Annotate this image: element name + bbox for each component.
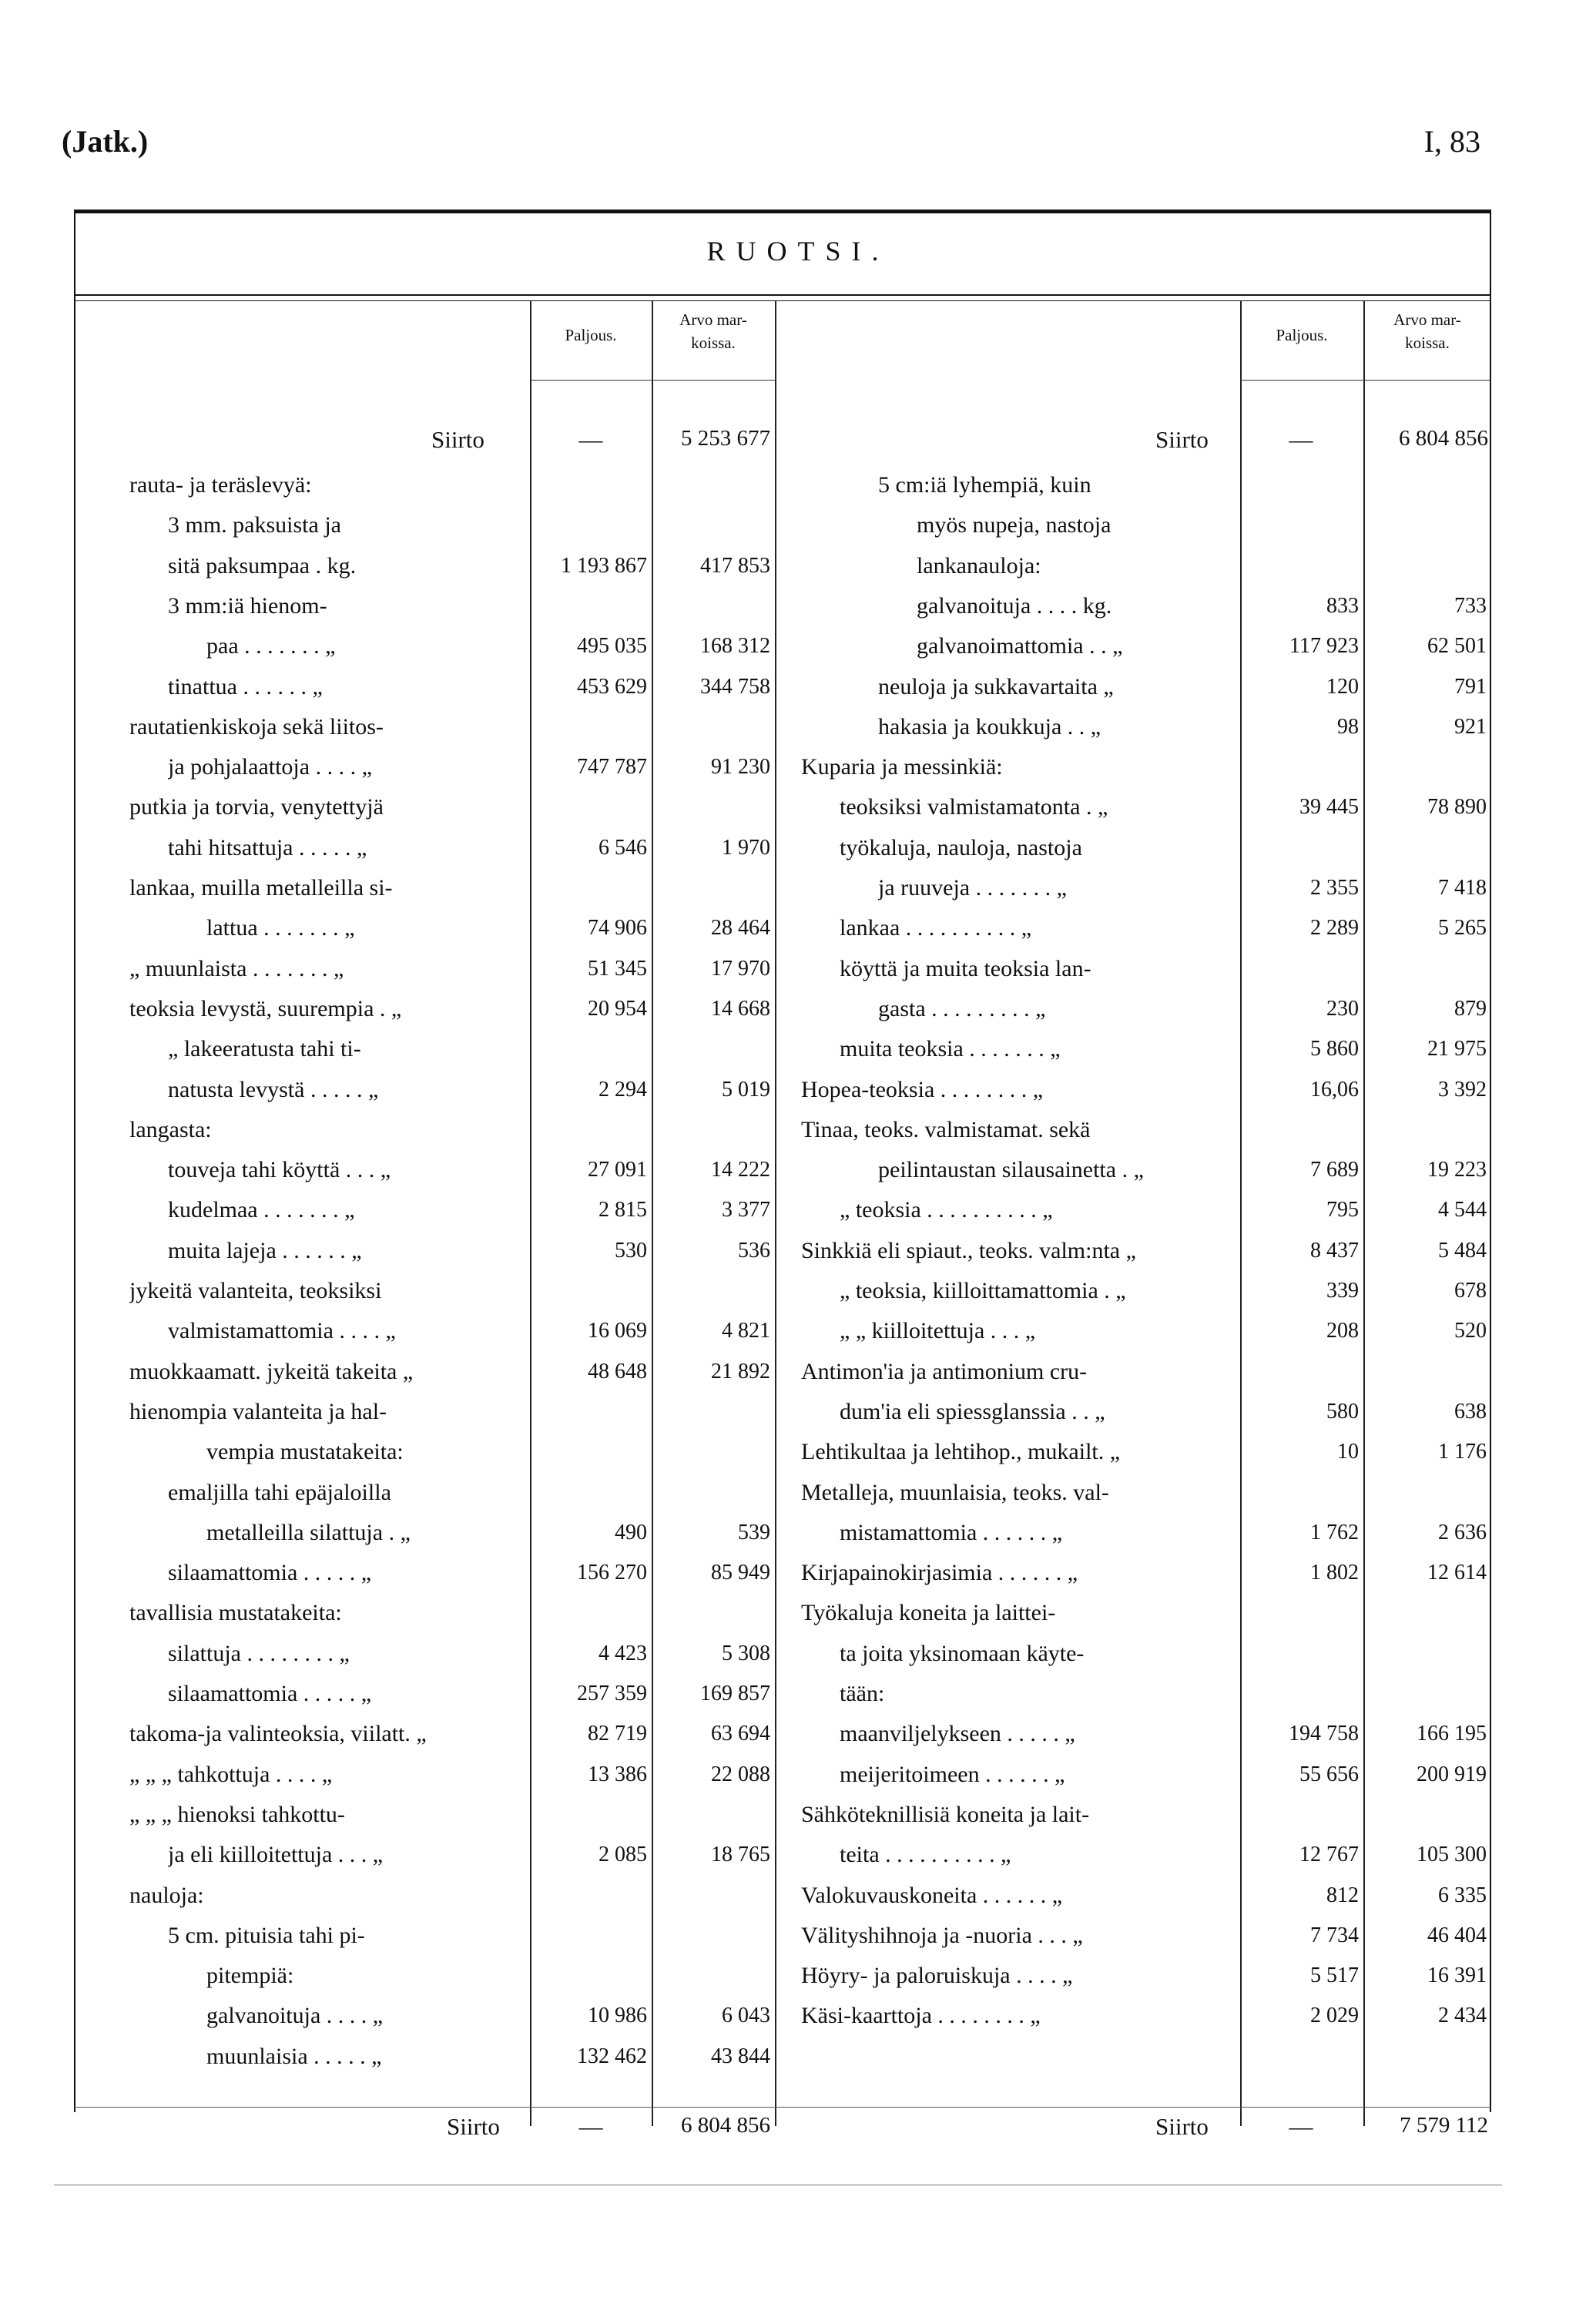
carry-forward-value: 6 804 856 <box>681 2113 770 2138</box>
row-label: lankaa . . . . . . . . . . „ <box>840 915 1032 941</box>
row-quantity: 2 294 <box>598 1078 647 1102</box>
row-label: hakasia ja koukkuja . . „ <box>878 714 1101 739</box>
row-value: 18 765 <box>711 1843 770 1866</box>
row-value: 4 544 <box>1438 1198 1487 1222</box>
row-label: muunlaisia . . . . . „ <box>206 2044 382 2069</box>
row-label: langasta: <box>129 1117 212 1142</box>
row-quantity: 530 <box>615 1239 647 1263</box>
row-label: 3 mm:iä hienom- <box>168 593 327 619</box>
row-quantity: 7 689 <box>1310 1158 1359 1182</box>
row-quantity: 6 546 <box>598 836 647 860</box>
row-quantity: 5 860 <box>1310 1037 1359 1061</box>
page-number: I, 83 <box>1423 124 1480 159</box>
row-quantity: 10 <box>1337 1440 1359 1464</box>
row-label: Tinaa, teoks. valmistamat. sekä <box>801 1117 1091 1142</box>
row-quantity: 495 035 <box>577 634 647 658</box>
row-quantity: 16 069 <box>588 1319 647 1343</box>
title-rule-thin <box>74 300 1491 301</box>
row-label: sitä paksumpaa . kg. <box>168 553 357 579</box>
row-label: lankanauloja: <box>917 553 1041 579</box>
row-value: 4 821 <box>722 1319 770 1343</box>
row-value: 21 892 <box>711 1360 770 1383</box>
row-quantity: 490 <box>615 1521 647 1544</box>
row-label: meijeritoimeen . . . . . . „ <box>840 1762 1065 1787</box>
row-label: teoksia levystä, suurempia . „ <box>129 996 402 1021</box>
row-label: muita teoksia . . . . . . . „ <box>840 1036 1061 1061</box>
row-label: Työkaluja koneita ja laittei- <box>801 1600 1056 1625</box>
row-quantity: 39 445 <box>1299 795 1359 819</box>
row-quantity: 1 802 <box>1310 1561 1359 1585</box>
row-label: Antimon'ia ja antimonium cru- <box>801 1359 1088 1384</box>
row-label: valmistamattomia . . . . „ <box>168 1318 396 1343</box>
row-label: mistamattomia . . . . . . „ <box>840 1520 1063 1545</box>
row-label: peilintaustan silausainetta . „ <box>878 1157 1144 1182</box>
col-divider <box>775 300 776 2126</box>
row-label: emaljilla tahi epäjaloilla <box>168 1480 391 1505</box>
row-value: 22 088 <box>711 1762 770 1786</box>
row-value: 166 195 <box>1417 1722 1487 1746</box>
row-value: 1 970 <box>722 836 770 860</box>
row-quantity: 120 <box>1326 675 1359 699</box>
row-label: Kirjapainokirjasimia . . . . . . „ <box>801 1560 1078 1585</box>
row-label: natusta levystä . . . . . „ <box>168 1077 379 1102</box>
row-value: 5 484 <box>1438 1239 1487 1263</box>
row-value: 536 <box>738 1239 770 1263</box>
row-label: silaamattomia . . . . . „ <box>168 1560 372 1585</box>
row-label: Hopea-teoksia . . . . . . . . „ <box>801 1077 1044 1102</box>
row-label: työkaluja, nauloja, nastoja <box>840 835 1082 860</box>
row-quantity: 117 923 <box>1289 634 1359 658</box>
row-value: 28 464 <box>711 916 770 940</box>
row-label: muita lajeja . . . . . . „ <box>168 1238 362 1263</box>
col-header-arvo: Arvo mar- koissa. <box>1393 310 1461 352</box>
row-quantity: 812 <box>1326 1883 1359 1907</box>
row-quantity: 2 355 <box>1310 876 1359 900</box>
row-quantity: 2 289 <box>1310 916 1359 940</box>
row-value: 5 265 <box>1438 916 1487 940</box>
row-label: galvanoituja . . . . „ <box>206 2003 384 2028</box>
row-quantity: 10 986 <box>588 2004 647 2027</box>
row-label: tavallisia mustatakeita: <box>129 1600 342 1625</box>
carry-forward-quantity: — <box>578 2113 603 2140</box>
row-value: 5 019 <box>722 1078 770 1102</box>
row-label: nauloja: <box>129 1883 204 1908</box>
row-value: 344 758 <box>700 675 770 699</box>
row-value: 2 434 <box>1438 2004 1487 2027</box>
row-label: Välityshihnoja ja -nuoria . . . „ <box>801 1923 1083 1948</box>
row-value: 5 308 <box>722 1642 770 1665</box>
row-quantity: 339 <box>1326 1279 1359 1303</box>
carry-over-value: 5 253 677 <box>681 426 770 451</box>
row-quantity: 98 <box>1337 715 1359 739</box>
row-label: rauta- ja teräslevyä: <box>129 472 312 498</box>
row-label: ja pohjalaattoja . . . . „ <box>168 754 372 780</box>
page-header-left: (Jatk.) <box>62 124 149 159</box>
row-value: 6 335 <box>1438 1883 1487 1907</box>
row-quantity: 1 762 <box>1310 1521 1359 1544</box>
row-label: myös nupeja, nastoja <box>917 512 1112 538</box>
row-label: Sähköteknillisiä koneita ja lait- <box>801 1802 1090 1827</box>
row-quantity: 13 386 <box>588 1762 647 1786</box>
row-value: 3 392 <box>1438 1078 1487 1102</box>
carry-over-value: 6 804 856 <box>1399 426 1488 451</box>
row-value: 168 312 <box>700 634 770 658</box>
row-quantity: 51 345 <box>588 957 647 981</box>
row-label: Sinkkiä eli spiaut., teoks. valm:nta „ <box>801 1238 1136 1263</box>
row-quantity: 194 758 <box>1289 1722 1359 1746</box>
table-title: RUOTSI. <box>706 236 890 267</box>
row-value: 200 919 <box>1417 1762 1487 1786</box>
row-quantity: 156 270 <box>577 1561 647 1585</box>
row-quantity: 12 767 <box>1299 1843 1359 1866</box>
row-label: 5 cm. pituisia tahi pi- <box>168 1923 365 1948</box>
row-label: „ teoksia, kiilloittamattomia . „ <box>840 1278 1126 1303</box>
carry-over-label: Siirto <box>1155 426 1209 453</box>
row-label: touveja tahi köyttä . . . „ <box>168 1157 391 1182</box>
row-quantity: 5 517 <box>1310 1964 1359 1987</box>
row-value: 14 668 <box>711 997 770 1021</box>
row-value: 85 949 <box>711 1561 770 1585</box>
row-label: pitempiä: <box>206 1963 294 1988</box>
carry-over-quantity: — <box>1289 426 1313 453</box>
row-quantity: 4 423 <box>598 1642 647 1665</box>
row-value: 1 176 <box>1438 1440 1487 1464</box>
row-value: 678 <box>1454 1279 1487 1303</box>
row-value: 21 975 <box>1427 1037 1487 1061</box>
row-label: teoksiksi valmistamatonta . „ <box>840 794 1108 820</box>
row-value: 62 501 <box>1427 634 1487 658</box>
row-label: „ „ „ hienoksi tahkottu- <box>129 1802 345 1827</box>
row-label: Käsi-kaarttoja . . . . . . . . „ <box>801 2003 1041 2028</box>
row-label: hienompia valanteita ja hal- <box>129 1399 387 1424</box>
row-value: 43 844 <box>711 2044 770 2068</box>
row-label: 5 cm:iä lyhempiä, kuin <box>878 472 1091 498</box>
row-label: putkia ja torvia, venytettyjä <box>129 794 384 820</box>
col-divider <box>652 300 653 2126</box>
row-label: Valokuvauskoneita . . . . . . „ <box>801 1883 1063 1908</box>
row-label: neuloja ja sukkavartaita „ <box>878 674 1114 699</box>
row-value: 879 <box>1454 997 1487 1021</box>
carry-over-quantity: — <box>578 426 603 453</box>
row-value: 539 <box>738 1521 770 1544</box>
row-quantity: 2 085 <box>598 1843 647 1866</box>
row-label: paa . . . . . . . „ <box>206 633 336 659</box>
row-label: maanviljelykseen . . . . . „ <box>840 1721 1075 1746</box>
row-value: 12 614 <box>1427 1561 1487 1585</box>
row-value: 46 404 <box>1427 1923 1487 1947</box>
row-quantity: 833 <box>1326 594 1359 618</box>
row-value: 6 043 <box>722 2004 770 2027</box>
row-label: „ teoksia . . . . . . . . . . „ <box>840 1197 1053 1222</box>
row-quantity: 82 719 <box>588 1722 647 1746</box>
row-label: „ muunlaista . . . . . . . „ <box>129 956 344 981</box>
row-label: „ „ „ tahkottuja . . . . „ <box>129 1762 333 1787</box>
row-quantity: 257 359 <box>577 1682 647 1705</box>
row-value: 63 694 <box>711 1722 770 1746</box>
row-quantity: 7 734 <box>1310 1923 1359 1947</box>
row-quantity: 55 656 <box>1299 1762 1359 1786</box>
row-label: tahi hitsattuja . . . . . „ <box>168 835 367 860</box>
row-label: lattua . . . . . . . „ <box>206 915 355 941</box>
row-value: 17 970 <box>711 957 770 981</box>
row-value: 417 853 <box>700 554 770 578</box>
col-header-paljous: Paljous. <box>565 326 617 344</box>
row-label: muokkaamatt. jykeitä takeita „ <box>129 1359 414 1384</box>
row-label: gasta . . . . . . . . . „ <box>878 996 1046 1021</box>
carry-forward-value: 7 579 112 <box>1400 2113 1488 2138</box>
row-value: 7 418 <box>1438 876 1487 900</box>
totals-rule <box>74 2107 1491 2108</box>
row-label: ja eli kiilloitettuja . . . „ <box>168 1842 384 1867</box>
row-quantity: 580 <box>1326 1400 1359 1424</box>
row-quantity: 27 091 <box>588 1158 647 1182</box>
row-label: rautatienkiskoja sekä liitos- <box>129 714 384 739</box>
row-quantity: 2 815 <box>598 1198 647 1222</box>
row-quantity: 1 193 867 <box>561 554 647 578</box>
row-quantity: 20 954 <box>588 997 647 1021</box>
row-quantity: 208 <box>1326 1319 1359 1343</box>
title-rule <box>74 294 1491 296</box>
col-header-paljous: Paljous. <box>1276 326 1328 344</box>
table-left-border <box>74 210 75 2112</box>
row-label: ta joita yksinomaan käyte- <box>840 1641 1085 1666</box>
row-label: galvanoituja . . . . kg. <box>917 593 1112 619</box>
row-label: köyttä ja muita teoksia lan- <box>840 956 1091 981</box>
row-label: tään: <box>840 1681 885 1706</box>
table-top-border <box>74 210 1491 213</box>
row-label: ja ruuveja . . . . . . . „ <box>878 875 1067 900</box>
row-label: takoma-ja valinteoksia, viilatt. „ <box>129 1721 427 1746</box>
row-label: galvanoimattomia . . „ <box>917 633 1123 659</box>
row-label: „ „ kiilloitettuja . . . „ <box>840 1318 1036 1343</box>
row-label: silattuja . . . . . . . . „ <box>168 1641 350 1666</box>
row-label: jykeitä valanteita, teoksiksi <box>129 1278 382 1303</box>
row-label: tinattua . . . . . . „ <box>168 674 323 699</box>
row-label: lankaa, muilla metalleilla si- <box>129 875 393 900</box>
row-label: Metalleja, muunlaisia, teoks. val- <box>801 1480 1109 1505</box>
row-value: 3 377 <box>722 1198 770 1222</box>
row-value: 14 222 <box>711 1158 770 1182</box>
row-value: 733 <box>1454 594 1487 618</box>
row-label: metalleilla silattuja . „ <box>206 1520 411 1545</box>
row-value: 105 300 <box>1417 1843 1487 1866</box>
row-quantity: 74 906 <box>588 916 647 940</box>
row-quantity: 16,06 <box>1310 1078 1359 1102</box>
row-value: 16 391 <box>1427 1964 1487 1987</box>
carry-over-label: Siirto <box>431 426 484 453</box>
row-value: 921 <box>1454 715 1487 739</box>
row-label: Lehtikultaa ja lehtihop., mukailt. „ <box>801 1439 1121 1464</box>
carry-forward-label: Siirto <box>447 2113 500 2140</box>
row-value: 19 223 <box>1427 1158 1487 1182</box>
row-value: 520 <box>1454 1319 1487 1343</box>
row-quantity: 8 437 <box>1310 1239 1359 1263</box>
row-value: 2 636 <box>1438 1521 1487 1544</box>
row-label: teita . . . . . . . . . . „ <box>840 1842 1011 1867</box>
row-label: dum'ia eli spiessglanssia . . „ <box>840 1399 1105 1424</box>
row-label: 3 mm. paksuista ja <box>168 512 341 538</box>
row-label: Kuparia ja messinkiä: <box>801 754 1003 780</box>
row-quantity: 2 029 <box>1310 2004 1359 2027</box>
carry-forward-quantity: — <box>1289 2113 1313 2140</box>
row-value: 638 <box>1454 1400 1487 1424</box>
row-label: silaamattomia . . . . . „ <box>168 1681 372 1706</box>
row-value: 78 890 <box>1427 795 1487 819</box>
row-label: „ lakeeratusta tahi ti- <box>168 1036 361 1061</box>
row-value: 169 857 <box>700 1682 770 1705</box>
row-quantity: 230 <box>1326 997 1359 1021</box>
carry-forward-label: Siirto <box>1155 2113 1209 2140</box>
row-quantity: 48 648 <box>588 1360 647 1383</box>
row-quantity: 795 <box>1326 1198 1359 1222</box>
row-quantity: 747 787 <box>577 755 647 779</box>
header-rule <box>1240 380 1491 381</box>
table-right-border <box>1490 210 1491 2112</box>
row-label: vempia mustatakeita: <box>206 1439 404 1464</box>
row-label: kudelmaa . . . . . . . „ <box>168 1197 355 1222</box>
header-rule <box>530 380 775 381</box>
row-value: 91 230 <box>711 755 770 779</box>
row-quantity: 453 629 <box>577 675 647 699</box>
row-label: Höyry- ja paloruiskuja . . . . „ <box>801 1963 1073 1988</box>
row-quantity: 132 462 <box>577 2044 647 2068</box>
row-value: 791 <box>1454 675 1487 699</box>
col-header-arvo: Arvo mar- koissa. <box>679 310 747 352</box>
